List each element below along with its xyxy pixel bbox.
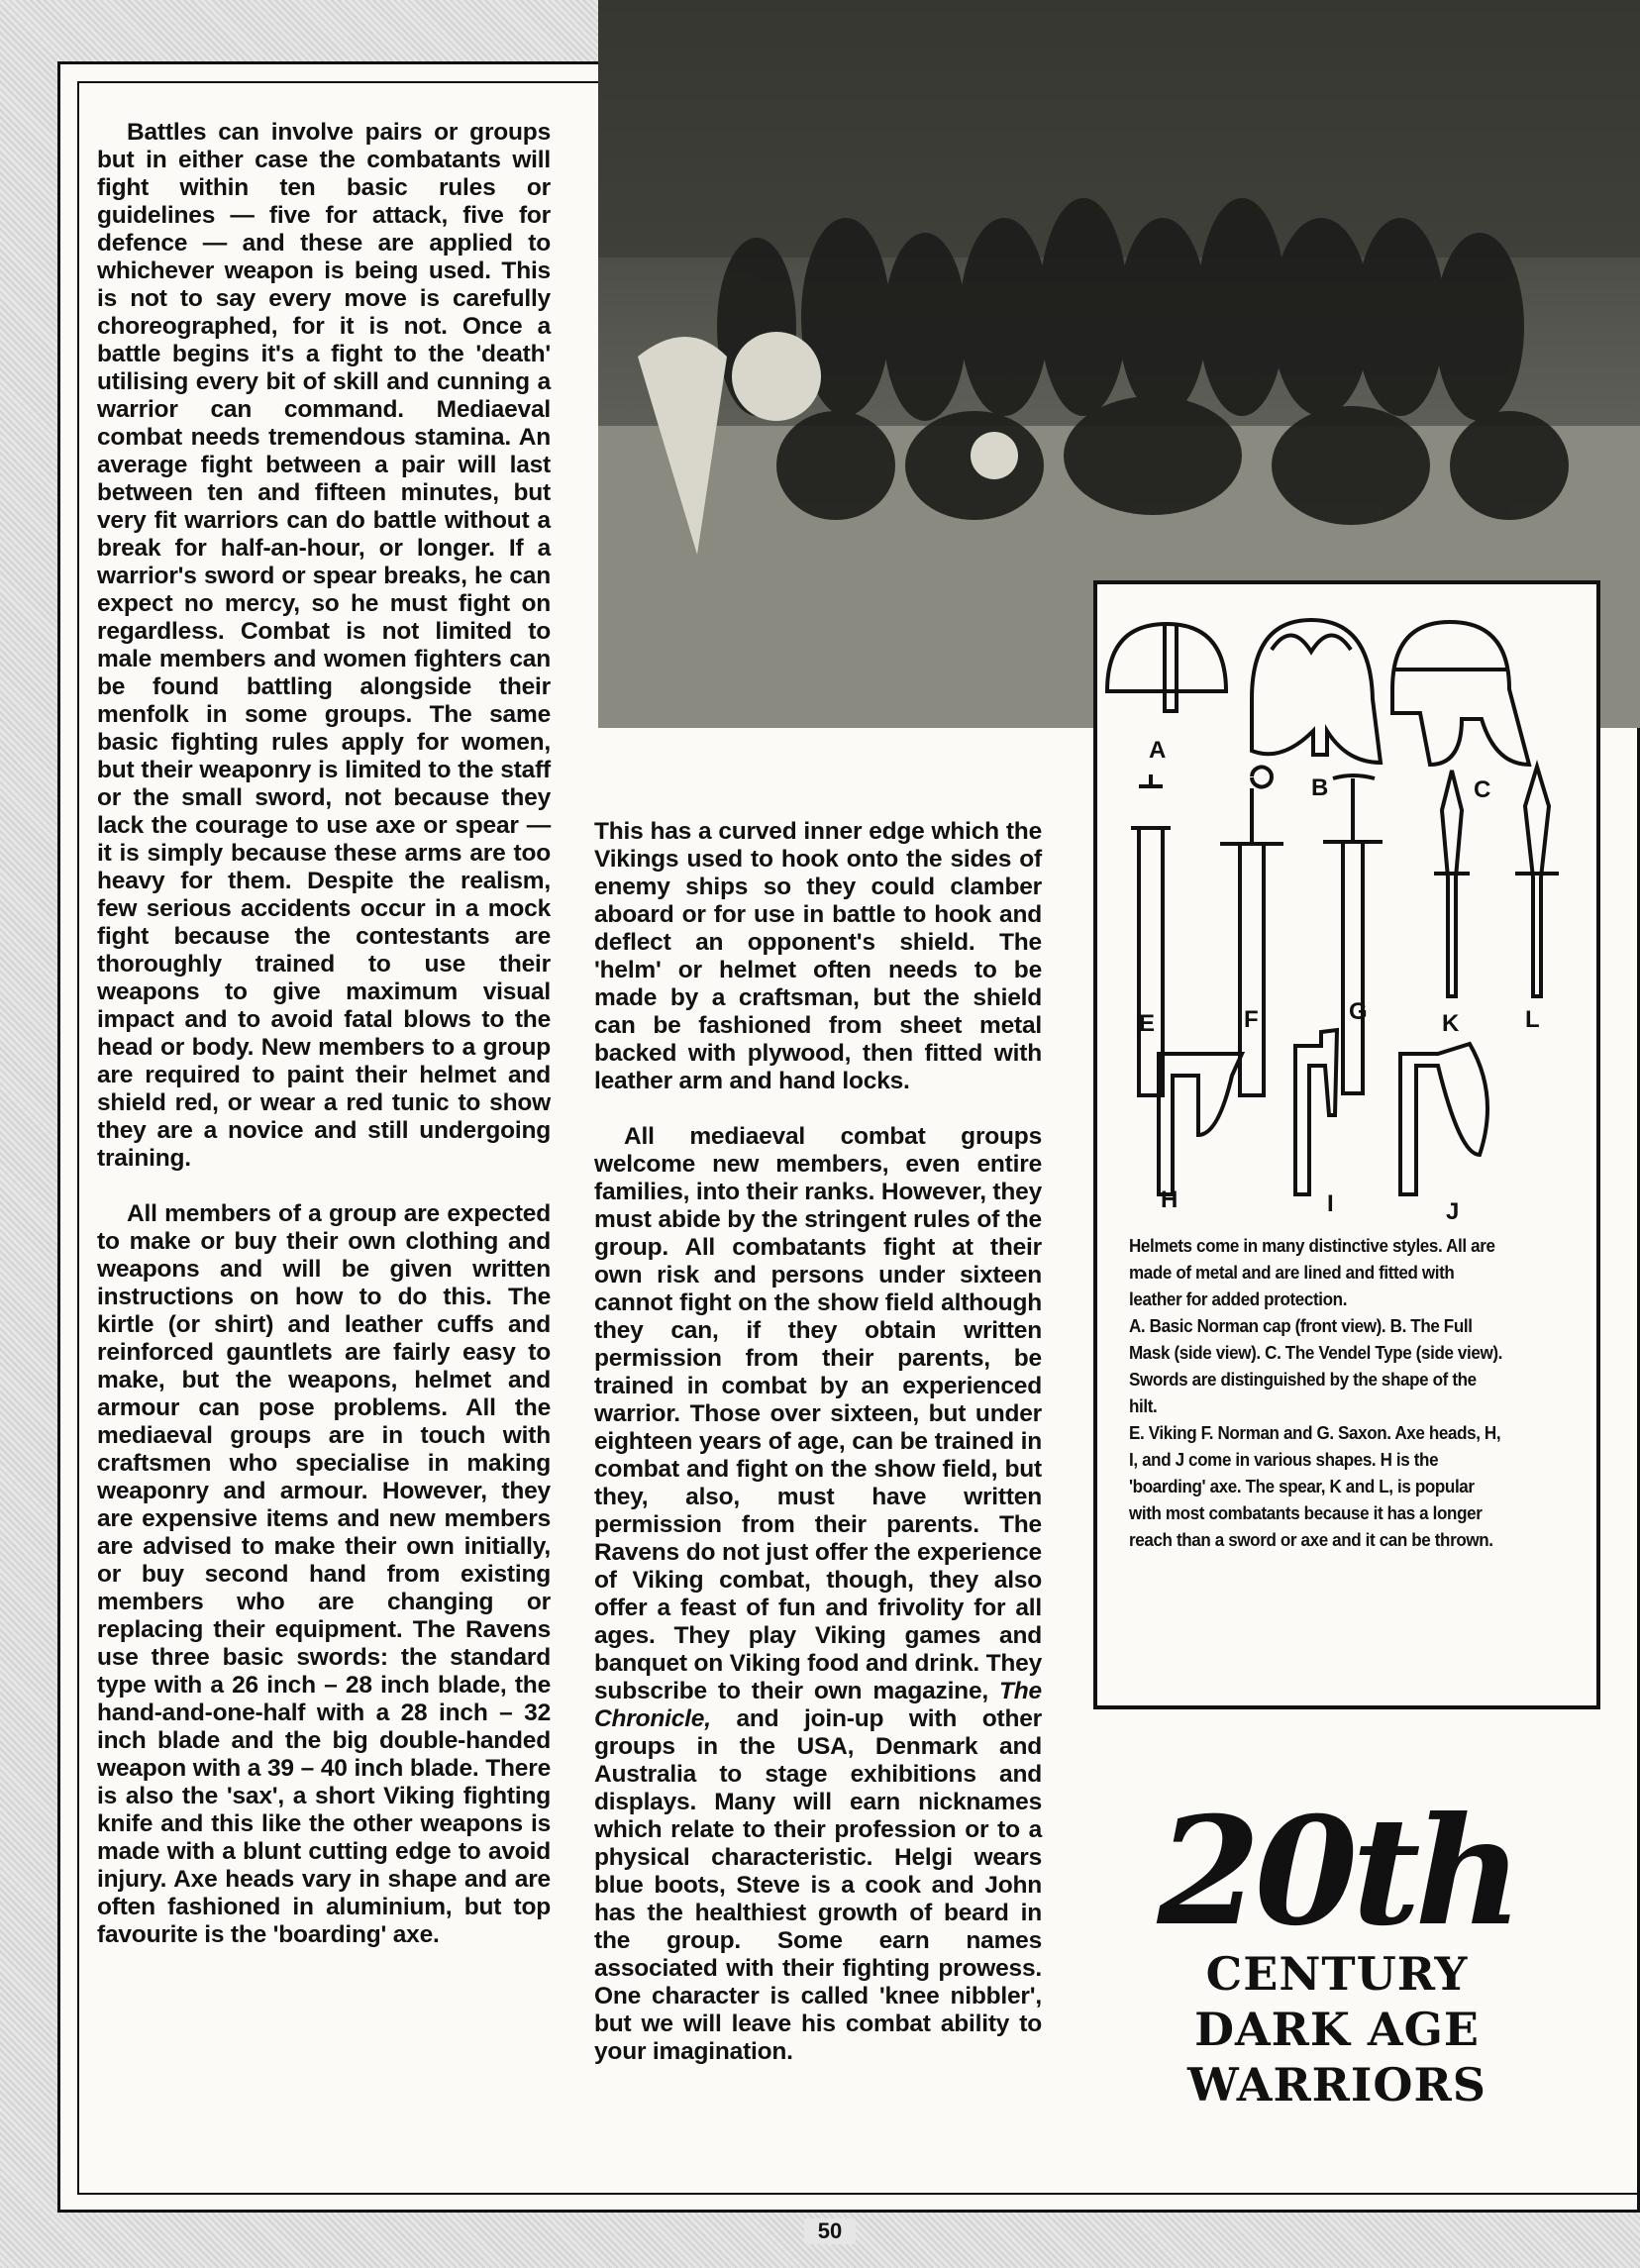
helmet-b-drawing bbox=[1252, 620, 1381, 763]
page-number: 50 bbox=[804, 2218, 856, 2244]
label-f: F bbox=[1244, 1006, 1259, 1033]
axe-h-drawing bbox=[1159, 1054, 1242, 1194]
magazine-title: The Chronicle, bbox=[594, 1678, 1042, 1732]
article-column-2 bbox=[594, 818, 1042, 2066]
label-g: G bbox=[1349, 998, 1368, 1025]
article-column-1 bbox=[97, 119, 551, 1949]
figure-caption bbox=[1129, 1232, 1502, 1553]
caption-line: A. Basic Norman cap (front view). B. The Full Mask (side view). C. The Vendel Type (side view). bbox=[1129, 1315, 1503, 1363]
title-dark-age: DARK AGE bbox=[1194, 2003, 1480, 2056]
text-run: All mediaeval combat groups welcome new members, even entire families, into their ranks. However, they must abide by the stringent rules of the group. All combatants fight at their own risk and persons under sixteen cannot fight on the show field although they can, if they obtain written permission from their parents, be trained in combat by an experienced warrior. Those over sixteen, but under eighteen years of age, can be trained in combat and fight on the show field, but they, also, must have written permission from their parents. The Ravens do not just offer the experience of Viking combat, though, they also offer a feast of fun and frivolity for all ages. They play Viking games and banquet on Viking food and drink. They subscribe to their own magazine, bbox=[594, 1123, 1043, 1704]
title-century: CENTURY bbox=[1205, 1947, 1469, 2001]
caption-line: Swords are distinguished by the shape of the hilt. bbox=[1129, 1369, 1477, 1416]
title-warriors: WARRIORS bbox=[1187, 2058, 1486, 2112]
label-a: A bbox=[1149, 737, 1167, 764]
label-j: J bbox=[1446, 1198, 1460, 1225]
text-run: and join-up with other groups in the USA, Denmark and Australia to stage exhibitions and displays. Many will earn nicknames which relate to their profession or to a physical characteristic. Helgi wears blue boots, Steve is a cook and John has the healthiest growth of beard in the group. Some earn names associated with their fighting prowess. One character is called 'knee nibbler', but we will leave his combat ability to your imagination. bbox=[594, 1705, 1043, 2065]
spear-k-drawing bbox=[1434, 771, 1470, 996]
label-i: I bbox=[1327, 1190, 1334, 1217]
label-l: L bbox=[1525, 1006, 1540, 1033]
sword-e-drawing bbox=[1131, 774, 1171, 1095]
sword-g-drawing bbox=[1323, 775, 1383, 1093]
label-b: B bbox=[1311, 774, 1329, 801]
article-title bbox=[1129, 1785, 1545, 2113]
article-paragraph bbox=[594, 1123, 1042, 2066]
label-k: K bbox=[1442, 1010, 1460, 1037]
caption-line: Helmets come in many distinctive styles. All are made of metal and are lined and fitted with leather for added protection. bbox=[1129, 1235, 1495, 1309]
caption-line: E. Viking F. Norman and G. Saxon. Axe heads, H, I, and J come in various shapes. H is the 'boarding' axe. The spear, K and L, is popular with most combatants because it has a longer reach than a sword or axe and it can be thrown. bbox=[1129, 1422, 1501, 1550]
spear-l-drawing bbox=[1515, 767, 1559, 996]
sword-f-drawing bbox=[1220, 768, 1283, 1096]
article-paragraph: This has a curved inner edge which the Vikings used to hook onto the sides of enemy ships so they could clamber aboard or for use in battle to hook and deflect an opponent's shield. The 'helm' or helmet often needs to be made by a craftsman, but the shield can be fashioned from sheet metal backed with plywood, then fitted with leather arm and hand locks. bbox=[594, 818, 1042, 1094]
label-c: C bbox=[1474, 776, 1491, 803]
weapons-illustration bbox=[1093, 580, 1600, 1234]
article-paragraph: Battles can involve pairs or groups but in either case the combatants will fight within ten basic rules or guidelines — five for attack, five for defence — and these are applied to whichever weapon is being used. This is not to say every move is carefully choreographed, for it is not. Once a battle begins it's a fight to the 'death' utilising every bit of skill and cunning a warrior can command. Mediaeval combat needs tremendous stamina. An average fight between a pair will last between ten and fifteen minutes, but very fit warriors can do battle without a break for half-an-hour, or longer. If a warrior's sword or spear breaks, he can expect no mercy, so he must fight on regardless. Combat is not limited to male members and women fighters can be found battling alongside their menfolk in some groups. The same basic fighting rules apply for women, but their weaponry is limited to the staff or the small sword, not because they lack the courage to use axe or spear — it is simply because these arms are too heavy for them. Despite the realism, few serious accidents occur in a mock fight because the contestants are thoroughly trained to use their weapons to give maximum visual impact and to avoid fatal blows to the head or body. New members to a group are required to paint their helmet and shield red, or wear a red tunic to show they are a novice and still undergoing training. bbox=[97, 119, 551, 1172]
axe-j-drawing bbox=[1400, 1044, 1487, 1194]
helmet-c-drawing bbox=[1392, 622, 1529, 765]
label-h: H bbox=[1161, 1186, 1179, 1213]
title-20th: 20th bbox=[1157, 1785, 1517, 1959]
axe-i-drawing bbox=[1295, 1030, 1337, 1194]
label-e: E bbox=[1139, 1010, 1156, 1037]
article-paragraph: All members of a group are expected to make or buy their own clothing and weapons and will be given written instructions on how to do this. The kirtle (or shirt) and leather cuffs and reinforced gauntlets are fairly easy to make, but the weapons, helmet and armour can pose problems. All the mediaeval groups are in touch with craftsmen who specialise in making weaponry and armour. However, they are expensive items and new members are advised to make their own initially, or buy second hand from existing members who are changing or replacing their equipment. The Ravens use three basic swords: the standard type with a 26 inch – 28 inch blade, the hand-and-one-half with a 28 inch – 32 inch blade and the big double-handed weapon with a 39 – 40 inch blade. There is also the 'sax', a short Viking fighting knife and this like the other weapons is made with a blunt cutting edge to avoid injury. Axe heads vary in shape and are often fashioned in aluminium, but top favourite is the 'boarding' axe. bbox=[97, 1200, 551, 1948]
